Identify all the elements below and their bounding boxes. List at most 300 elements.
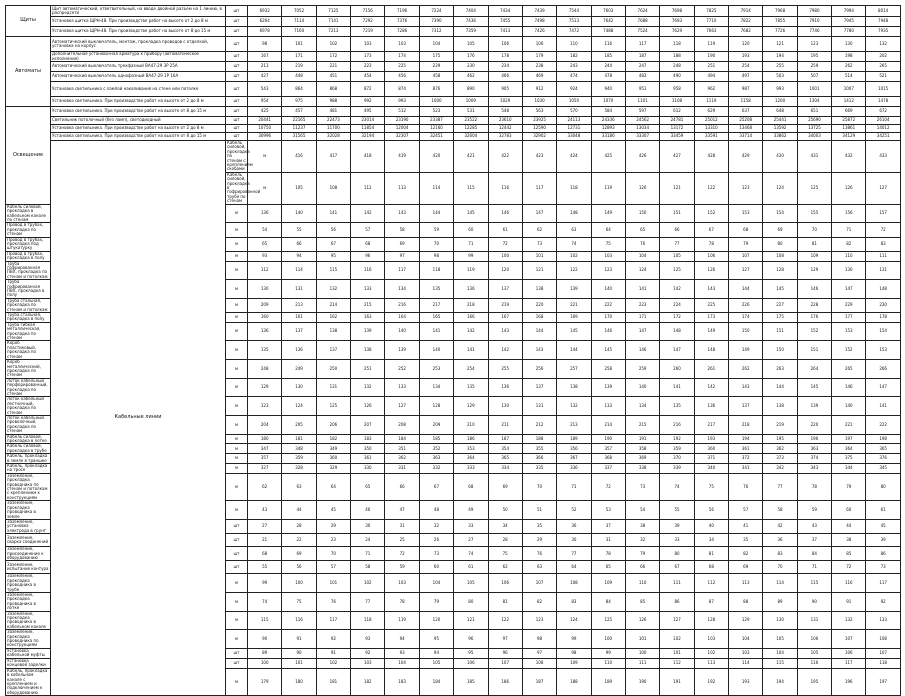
value-cell: 110	[625, 574, 659, 593]
value-cell: 103	[694, 630, 728, 649]
value-cell: 172	[316, 52, 350, 62]
value-cell: 102	[694, 648, 728, 658]
value-cell: 248	[248, 360, 282, 379]
value-cell: 131	[522, 397, 556, 416]
value-cell: 210	[454, 415, 488, 434]
value-cell: 222	[866, 415, 900, 434]
value-cell: 259	[625, 360, 659, 379]
value-cell: 876	[419, 82, 453, 97]
value-cell: 111	[866, 251, 900, 261]
value-cell: 97	[488, 630, 522, 649]
value-cell: 109	[797, 251, 831, 261]
value-cell: 637	[729, 107, 763, 117]
value-cell: 91	[832, 592, 866, 611]
unit-cell: м	[226, 454, 248, 464]
value-cell: 141	[316, 204, 350, 223]
value-cell: 37	[797, 534, 831, 547]
value-cell: 97	[385, 251, 419, 261]
value-cell: 25441	[763, 117, 797, 125]
value-cell: 82	[522, 592, 556, 611]
value-cell: 351	[385, 444, 419, 454]
value-cell: 372	[729, 454, 763, 464]
value-cell: 369	[625, 454, 659, 464]
value-cell: 134	[385, 280, 419, 299]
value-cell: 110	[557, 37, 591, 52]
value-cell: 429	[729, 141, 763, 173]
value-cell: 182	[557, 52, 591, 62]
value-cell: 868	[316, 82, 350, 97]
value-cell: 120	[419, 611, 453, 630]
value-cell: 181	[282, 434, 316, 444]
value-cell: 208	[385, 415, 419, 434]
value-cell: 366	[522, 454, 556, 464]
value-cell: 34	[488, 519, 522, 533]
value-cell: 83	[866, 237, 900, 251]
value-cell: 121	[763, 37, 797, 52]
value-cell: 137	[282, 322, 316, 341]
value-cell: 126	[694, 261, 728, 280]
value-cell: 102	[316, 37, 350, 52]
value-cell: 76	[625, 237, 659, 251]
value-cell: 12285	[454, 125, 488, 133]
description-cell: Труба стальная, прокладка в полу	[6, 313, 51, 323]
value-cell: 141	[660, 378, 694, 397]
value-cell: 7682	[729, 27, 763, 37]
value-cell: 363	[419, 454, 453, 464]
value-cell: 80	[660, 547, 694, 561]
value-cell: 45	[316, 501, 350, 520]
value-cell: 63	[282, 473, 316, 500]
value-cell: 14012	[866, 125, 900, 133]
value-cell: 105	[419, 658, 453, 668]
value-cell: 483	[625, 72, 659, 82]
value-cell: 474	[557, 72, 591, 82]
value-cell: 63	[522, 561, 556, 574]
value-cell: 147	[832, 280, 866, 299]
value-cell: 190	[625, 668, 659, 695]
value-cell: 958	[660, 82, 694, 97]
value-cell: 173	[694, 313, 728, 323]
value-cell: 874	[385, 82, 419, 97]
value-cell: 106	[797, 630, 831, 649]
value-cell: 140	[385, 322, 419, 341]
description-cell: Установка щитка ЩРН-48. При производстве работ на высоте от 8 до 15 м	[51, 27, 226, 37]
value-cell: 136	[248, 322, 282, 341]
unit-cell: м	[248, 141, 282, 173]
value-cell: 374	[797, 454, 831, 464]
value-cell: 153	[729, 204, 763, 223]
value-cell: 144	[557, 341, 591, 360]
value-cell: 648	[763, 107, 797, 117]
value-cell: 365	[488, 454, 522, 464]
value-cell: 72	[591, 473, 625, 500]
value-cell: 7286	[385, 27, 419, 37]
value-cell: 142	[694, 378, 728, 397]
value-cell: 101	[282, 37, 316, 52]
description-cell: Лоток кабельный проволочный, прокладка по стенам	[6, 415, 51, 434]
value-cell: 54	[625, 501, 659, 520]
value-cell: 66	[660, 223, 694, 237]
value-cell: 375	[832, 454, 866, 464]
value-cell: 466	[488, 72, 522, 82]
value-cell: 104	[419, 574, 453, 593]
value-cell: 11237	[282, 125, 316, 133]
value-cell: 145	[557, 322, 591, 341]
value-cell: 91	[316, 648, 350, 658]
value-cell: 38	[625, 519, 659, 533]
value-cell: 119	[591, 172, 625, 204]
value-cell: 22473	[316, 117, 350, 125]
value-cell: 230	[454, 62, 488, 72]
value-cell: 924	[557, 82, 591, 97]
value-cell: 136	[694, 397, 728, 416]
value-cell: 13592	[763, 125, 797, 133]
value-cell: 7292	[351, 17, 385, 27]
value-cell: 214	[316, 298, 350, 312]
value-cell: 127	[866, 172, 900, 204]
value-cell: 195	[797, 668, 831, 695]
unit-cell: м	[226, 397, 248, 416]
value-cell: 110	[832, 251, 866, 261]
value-cell: 116	[591, 37, 625, 52]
value-cell: 75	[591, 237, 625, 251]
value-cell: 190	[694, 52, 728, 62]
value-cell: 160	[248, 313, 282, 323]
value-cell: 121	[660, 172, 694, 204]
value-cell: 359	[282, 454, 316, 464]
value-cell: 114	[419, 172, 453, 204]
value-cell: 78	[694, 237, 728, 251]
value-cell: 104	[385, 658, 419, 668]
value-cell: 360	[694, 444, 728, 454]
value-cell: 261	[694, 360, 728, 379]
value-cell: 60	[832, 501, 866, 520]
value-cell: 451	[316, 72, 350, 82]
value-cell: 105	[763, 630, 797, 649]
table-row	[6, 27, 901, 37]
value-cell: 118	[351, 611, 385, 630]
description-cell: Светильник потолочный (без ламп), светодиодный	[51, 117, 226, 125]
value-cell: 154	[866, 322, 900, 341]
value-cell: 71	[454, 237, 488, 251]
value-cell: 157	[866, 204, 900, 223]
value-cell: 146	[832, 378, 866, 397]
value-cell: 100	[591, 630, 625, 649]
value-cell: 151	[797, 341, 831, 360]
unit-cell: м	[226, 444, 248, 454]
value-cell: 363	[797, 444, 831, 454]
value-cell: 7439	[522, 6, 556, 17]
table-row	[6, 62, 901, 72]
value-cell: 66	[282, 237, 316, 251]
value-cell: 58	[763, 501, 797, 520]
value-cell: 216	[660, 415, 694, 434]
value-cell: 147	[522, 204, 556, 223]
unit-cell: м	[248, 172, 282, 204]
unit-cell: м	[226, 251, 248, 261]
value-cell: 134	[625, 397, 659, 416]
value-cell: 7642	[591, 17, 625, 27]
value-cell: 29	[522, 534, 556, 547]
value-cell: 125	[316, 397, 350, 416]
value-cell: 72	[866, 223, 900, 237]
value-cell: 147	[625, 322, 659, 341]
value-cell: 23925	[522, 117, 556, 125]
value-cell: 124	[282, 397, 316, 416]
value-cell: 417	[316, 141, 350, 173]
value-cell: 139	[351, 322, 385, 341]
value-cell: 117	[832, 658, 866, 668]
value-cell: 130	[248, 280, 282, 299]
value-cell: 107	[832, 630, 866, 649]
value-cell: 219	[763, 415, 797, 434]
value-cell: 7213	[316, 27, 350, 37]
value-cell: 193	[694, 434, 728, 444]
value-cell: 33	[454, 519, 488, 533]
value-cell: 43	[248, 501, 282, 520]
value-cell: 1000	[419, 97, 453, 107]
description-cell: Заземление, прокладка проводника в земле	[6, 501, 51, 520]
value-cell: 104	[419, 37, 453, 52]
value-cell: 25208	[729, 117, 763, 125]
value-cell: 103	[351, 658, 385, 668]
unit-cell: м	[226, 360, 248, 379]
value-cell: 84	[797, 547, 831, 561]
value-cell: 507	[797, 72, 831, 82]
value-cell: 112	[660, 658, 694, 668]
value-cell: 225	[694, 298, 728, 312]
value-cell: 55	[660, 501, 694, 520]
value-cell: 174	[729, 313, 763, 323]
value-cell: 28	[282, 519, 316, 533]
value-cell: 905	[488, 82, 522, 97]
value-cell: 33862	[763, 133, 797, 141]
value-cell: 1001	[797, 82, 831, 97]
value-cell: 521	[866, 72, 900, 82]
value-cell: 123	[522, 611, 556, 630]
value-cell: 117	[625, 37, 659, 52]
value-cell: 68	[351, 237, 385, 251]
value-cell: 120	[625, 172, 659, 204]
value-cell: 189	[591, 668, 625, 695]
value-cell: 7698	[660, 6, 694, 17]
value-cell: 77	[557, 547, 591, 561]
value-cell: 79	[419, 592, 453, 611]
unit-cell: м	[226, 501, 248, 520]
value-cell: 144	[729, 280, 763, 299]
value-cell: 259	[797, 62, 831, 72]
description-cell: Короб металлический, прокладка по стенам	[6, 360, 51, 379]
value-cell: 139	[385, 341, 419, 360]
value-cell: 7855	[763, 17, 797, 27]
value-cell: 184	[419, 668, 453, 695]
value-cell: 68	[454, 473, 488, 500]
value-cell: 150	[763, 341, 797, 360]
value-cell: 24	[351, 534, 385, 547]
unit-cell: шт	[226, 133, 248, 141]
value-cell: 119	[694, 37, 728, 52]
value-cell: 109	[557, 658, 591, 668]
value-cell: 106	[694, 251, 728, 261]
value-cell: 45	[866, 519, 900, 533]
unit-cell: шт	[226, 37, 248, 52]
value-cell: 133	[866, 611, 900, 630]
table-row	[6, 141, 901, 173]
value-cell: 172	[660, 313, 694, 323]
value-cell: 183	[351, 434, 385, 444]
value-cell: 123	[591, 261, 625, 280]
value-cell: 7624	[625, 6, 659, 17]
value-cell: 70	[797, 223, 831, 237]
value-cell: 247	[625, 62, 659, 72]
description-cell: Кабель силовой, прокладка по стенам с креплением скобами	[227, 140, 253, 172]
value-cell: 32194	[351, 133, 385, 141]
value-cell: 124	[625, 261, 659, 280]
value-cell: 92	[351, 648, 385, 658]
value-cell: 139	[557, 280, 591, 299]
value-cell: 418	[351, 141, 385, 173]
value-cell: 73	[625, 473, 659, 500]
value-cell: 7663	[694, 27, 728, 37]
value-cell: 597	[625, 107, 659, 117]
value-cell: 171	[282, 52, 316, 62]
value-cell: 7125	[316, 6, 350, 17]
value-cell: 72	[488, 237, 522, 251]
unit-cell: м	[226, 204, 248, 223]
value-cell: 141	[866, 397, 900, 416]
value-cell: 432	[832, 141, 866, 173]
value-cell: 1015	[866, 82, 900, 97]
value-cell: 32604	[454, 133, 488, 141]
description-cell: Установка концевой заделки	[6, 658, 51, 668]
value-cell: 96	[454, 630, 488, 649]
value-cell: 116	[488, 172, 522, 204]
value-cell: 56	[282, 561, 316, 574]
unit-cell: шт	[226, 125, 248, 133]
value-cell: 364	[832, 444, 866, 454]
value-cell: 39	[660, 519, 694, 533]
value-cell: 108	[866, 630, 900, 649]
value-cell: 118	[866, 658, 900, 668]
value-cell: 144	[419, 204, 453, 223]
value-cell: 104	[729, 630, 763, 649]
value-cell: 47	[385, 501, 419, 520]
value-cell: 146	[797, 280, 831, 299]
value-cell: 108	[316, 172, 350, 204]
value-cell: 215	[625, 415, 659, 434]
value-cell: 24336	[591, 117, 625, 125]
value-cell: 70	[419, 237, 453, 251]
value-cell: 70	[522, 473, 556, 500]
description-cell: Заземление, прокладка проводника в кабельном канале	[6, 611, 51, 630]
value-cell: 152	[797, 322, 831, 341]
value-cell: 63	[557, 223, 591, 237]
description-cell: Труба стальная, прокладка по стенам и потолкам	[6, 298, 51, 312]
value-cell: 94	[419, 648, 453, 658]
value-cell: 427	[660, 141, 694, 173]
value-cell: 207	[351, 415, 385, 434]
value-cell: 238	[522, 62, 556, 72]
value-cell: 162	[316, 313, 350, 323]
value-cell: 356	[557, 444, 591, 454]
value-cell: 81	[694, 547, 728, 561]
value-cell: 115	[454, 172, 488, 204]
value-cell: 69	[282, 547, 316, 561]
value-cell: 83	[763, 547, 797, 561]
value-cell: 186	[454, 434, 488, 444]
value-cell: 13468	[729, 125, 763, 133]
value-cell: 7455	[488, 17, 522, 27]
value-cell: 132	[832, 611, 866, 630]
value-cell: 146	[591, 322, 625, 341]
value-cell: 81	[488, 592, 522, 611]
value-cell: 75	[488, 547, 522, 561]
value-cell: 70	[763, 561, 797, 574]
value-cell: 371	[694, 454, 728, 464]
description-cell: Заземление, сварка соединений	[6, 534, 51, 547]
value-cell: 223	[625, 298, 659, 312]
value-cell: 332	[419, 464, 453, 474]
value-cell: 13172	[660, 125, 694, 133]
value-cell: 481	[316, 107, 350, 117]
value-cell: 92	[866, 592, 900, 611]
table-row	[6, 37, 901, 52]
value-cell: 7052	[282, 6, 316, 17]
value-cell: 132	[351, 378, 385, 397]
value-cell: 165	[419, 313, 453, 323]
value-cell: 69	[729, 561, 763, 574]
value-cell: 248	[660, 62, 694, 72]
value-cell: 176	[797, 313, 831, 323]
value-cell: 13310	[694, 125, 728, 133]
value-cell: 89	[248, 648, 282, 658]
value-cell: 672	[866, 107, 900, 117]
value-cell: 25690	[797, 117, 831, 125]
value-cell: 988	[316, 97, 350, 107]
value-cell: 140	[282, 204, 316, 223]
value-cell: 132	[866, 37, 900, 52]
unit-cell: шт	[226, 534, 248, 547]
value-cell: 126	[351, 397, 385, 416]
value-cell: 137	[488, 280, 522, 299]
value-cell: 95	[419, 630, 453, 649]
value-cell: 93	[248, 251, 282, 261]
unit-cell: шт	[226, 107, 248, 117]
value-cell: 98	[522, 630, 556, 649]
value-cell: 33	[660, 534, 694, 547]
value-cell: 117	[866, 574, 900, 593]
value-cell: 7968	[763, 6, 797, 17]
value-cell: 12731	[557, 125, 591, 133]
value-cell: 457	[282, 107, 316, 117]
value-cell: 32	[419, 519, 453, 533]
value-cell: 365	[866, 444, 900, 454]
value-cell: 217	[694, 415, 728, 434]
description-cell: Установка светильника. При производстве работ на высоте от 8 до 15 м	[51, 107, 226, 117]
value-cell: 131	[797, 611, 831, 630]
value-cell: 75	[282, 592, 316, 611]
value-cell: 376	[866, 454, 900, 464]
value-cell: 226	[729, 298, 763, 312]
value-cell: 56	[316, 223, 350, 237]
value-cell: 32307	[385, 133, 419, 141]
value-cell: 110	[591, 658, 625, 668]
value-cell: 100	[248, 658, 282, 668]
value-cell: 65	[625, 223, 659, 237]
value-cell: 228	[797, 298, 831, 312]
value-cell: 49	[454, 501, 488, 520]
value-cell: 71	[832, 223, 866, 237]
